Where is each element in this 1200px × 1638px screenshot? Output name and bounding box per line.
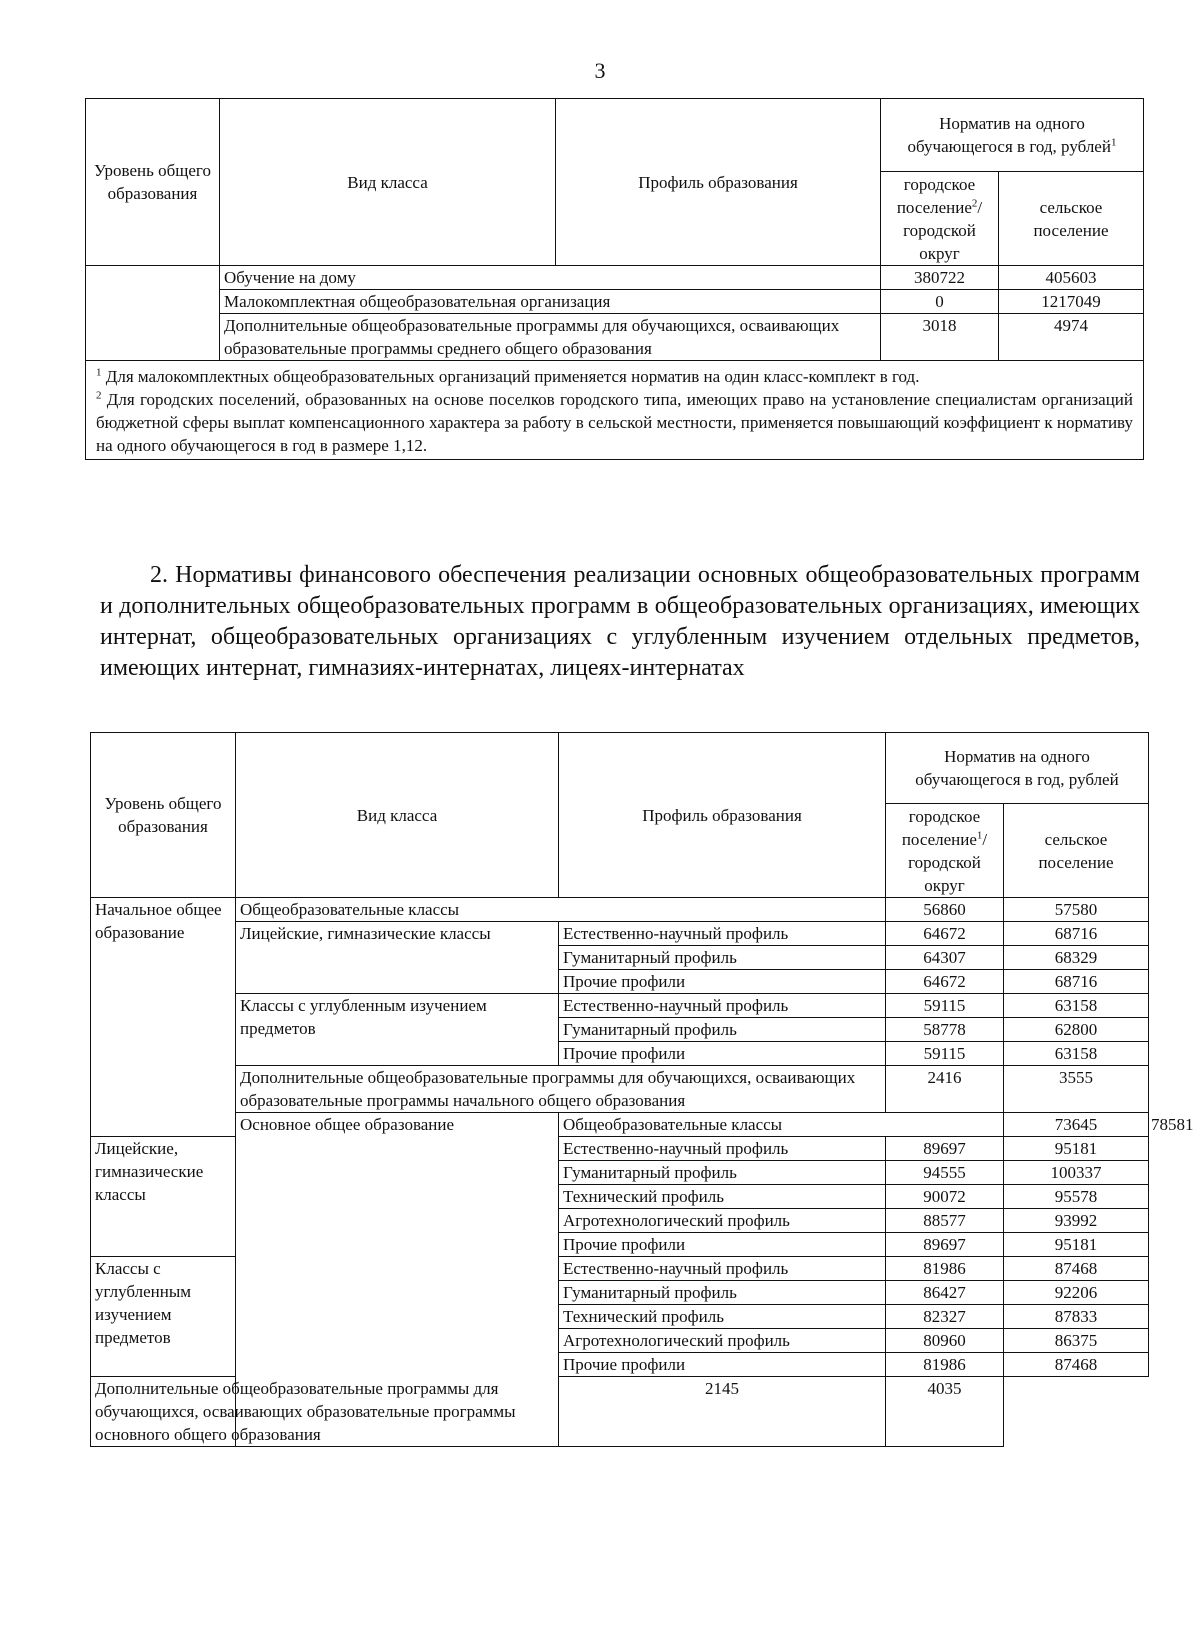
value-urban: 380722 (881, 266, 999, 290)
profile-cell: Прочие профили (559, 1233, 886, 1257)
value-urban: 64672 (886, 970, 1004, 994)
class-type-lyceum: Лицейские, гимназические классы (236, 922, 559, 994)
value-rural: 92206 (1004, 1281, 1149, 1305)
value-rural: 63158 (1004, 1042, 1149, 1066)
row-label: Малокомплектная общеобразовательная организация (220, 290, 881, 314)
header-level: Уровень общего образования (86, 99, 220, 266)
profile-cell: Естественно-научный профиль (559, 1137, 886, 1161)
value-urban: 90072 (886, 1185, 1004, 1209)
row-label-additional: Дополнительные общеобразовательные программы для обучающихся, осваивающих образовательные программы начального общего образования (236, 1066, 886, 1113)
profile-cell: Естественно-научный профиль (559, 1257, 886, 1281)
profile-cell: Агротехнологический профиль (559, 1329, 886, 1353)
norms-table-2: Уровень общего образования Вид класса Профиль образования Норматив на одного обучающегося в год, рублей городское поселение$^1$/ городской округ сельское поселение Начальное общее образование Общеобразовательные классы 56860 57580 Лицейские, гимназические классы Естественно-научный профиль 64672 68716 Гуманитарный профиль 64307 68329 Прочие профили 64672 68716 Классы с углубленным изучением предметов Естественно-научный профиль 59115 63158 Гуманитарный профиль 58778 62800 Прочие профили 59115 63158 Дополнительные общеобразовательные программы для обучающихся, осваивающих образовательные программы начального общего образования 2416 3555 Основное общее образование Общеобразовательные классы 73645 78581 Лицейские, гимназические классы Естественно-научный профиль 89697 95181 Гуманитарный профиль 94555 100337 Технический профиль 90072 95578 Агротехнологический профиль 88577 93992 Прочие профили 89697 95181 Классы с углубленным изучением предметов Естественно-научный профиль 81986 87468 Гуманитарный профиль 86427 92206 Технический профиль 82327 87833 Агротехнологический профиль 80960 86375 Прочие профили 81986 87468 Дополнительные общеобразовательные программы для обучающихся, осваивающих образовательные программы основного общего образования 2145 4035 (90, 732, 1149, 1447)
value-urban: 73645 (1004, 1113, 1149, 1137)
value-rural: 57580 (1004, 898, 1149, 922)
profile-cell: Технический профиль (559, 1305, 886, 1329)
profile-cell: Прочие профили (559, 970, 886, 994)
profile-cell: Гуманитарный профиль (559, 1018, 886, 1042)
header-urban: городское поселение$^2$/ городской округ (881, 172, 999, 266)
header-class-type: Вид класса (220, 99, 556, 266)
value-rural: 93992 (1004, 1209, 1149, 1233)
header-rural: сельское поселение (999, 172, 1144, 266)
value-urban: 2416 (886, 1066, 1004, 1113)
value-urban: 59115 (886, 1042, 1004, 1066)
value-urban: 64672 (886, 922, 1004, 946)
value-urban: 89697 (886, 1233, 1004, 1257)
profile-cell: Прочие профили (559, 1042, 886, 1066)
footnotes (86, 361, 1144, 460)
norms-table-1 (85, 98, 1144, 460)
value-urban: 59115 (886, 994, 1004, 1018)
value-rural: 4035 (886, 1377, 1004, 1447)
value-rural: 1217049 (999, 290, 1144, 314)
row-label: Общеобразовательные классы (236, 898, 886, 922)
page-number: 3 (594, 58, 606, 83)
header-profile: Профиль образования (556, 99, 881, 266)
value-urban: 58778 (886, 1018, 1004, 1042)
value-urban: 88577 (886, 1209, 1004, 1233)
header-norm: Норматив на одного обучающегося в год, рублей (886, 733, 1149, 804)
level-cell-empty (86, 266, 220, 361)
value-rural: 95181 (1004, 1137, 1149, 1161)
value-rural: 68716 (1004, 970, 1149, 994)
value-rural: 100337 (1004, 1161, 1149, 1185)
profile-cell: Гуманитарный профиль (559, 1161, 886, 1185)
profile-cell: Естественно-научный профиль (559, 994, 886, 1018)
section-2-title: 2. Нормативы финансового обеспечения реализации основных общеобразовательных программ и дополнительных общеобразовательных программ в общеобразовательных организациях, имеющих интернат, общеобразовательных организациях с углубленным изучением отдельных предметов, имеющих интернат, гимназиях-интернатах, лицеях-интернатах (100, 562, 1140, 681)
value-urban: 0 (881, 290, 999, 314)
class-type-advanced: Классы с углубленным изучением предметов (91, 1257, 236, 1377)
value-urban: 89697 (886, 1137, 1004, 1161)
level-primary: Начальное общее образование (91, 898, 236, 1137)
value-rural: 87833 (1004, 1305, 1149, 1329)
value-rural: 68329 (1004, 946, 1149, 970)
value-urban: 64307 (886, 946, 1004, 970)
header-class-type: Вид класса (236, 733, 559, 898)
value-rural: 95181 (1004, 1233, 1149, 1257)
value-rural: 405603 (999, 266, 1144, 290)
value-urban: 3018 (881, 314, 999, 361)
header-norm: Норматив на одного обучающегося в год, рублей$^1$ (881, 99, 1144, 172)
value-rural: 95578 (1004, 1185, 1149, 1209)
class-type-lyceum: Лицейские, гимназические классы (91, 1137, 236, 1257)
value-rural: 62800 (1004, 1018, 1149, 1042)
value-urban: 2145 (559, 1377, 886, 1447)
value-urban: 80960 (886, 1329, 1004, 1353)
profile-cell: Технический профиль (559, 1185, 886, 1209)
value-urban: 94555 (886, 1161, 1004, 1185)
profile-cell: Прочие профили (559, 1353, 886, 1377)
value-rural: 63158 (1004, 994, 1149, 1018)
row-label: Дополнительные общеобразовательные программы для обучающихся, осваивающих образовательные программы среднего общего образования (220, 314, 881, 361)
value-rural: 87468 (1004, 1257, 1149, 1281)
value-rural: 86375 (1004, 1329, 1149, 1353)
row-label: Обучение на дому (220, 266, 881, 290)
profile-cell: Гуманитарный профиль (559, 946, 886, 970)
value-rural: 68716 (1004, 922, 1149, 946)
header-urban: городское поселение$^1$/ городской округ (886, 804, 1004, 898)
profile-cell: Гуманитарный профиль (559, 1281, 886, 1305)
value-urban: 81986 (886, 1257, 1004, 1281)
value-urban: 86427 (886, 1281, 1004, 1305)
row-label: Общеобразовательные классы (559, 1113, 1004, 1137)
footnote-2: $^2$ Для городских поселений, образованных на основе поселков городского типа, имеющих право на установление специалистам организаций бюджетной сферы выплат компенсационного характера за работу в сельской местности, применяется повышающий коэффициент к нормативу на одного обучающегося в год в размере 1,12. (96, 389, 1133, 455)
class-type-advanced: Классы с углубленным изучением предметов (236, 994, 559, 1066)
profile-cell: Агротехнологический профиль (559, 1209, 886, 1233)
footnote-1: $^1$ Для малокомплектных общеобразовательных организаций применяется норматив на один класс-комплект в год. (96, 366, 920, 386)
value-rural: 4974 (999, 314, 1144, 361)
header-level: Уровень общего образования (91, 733, 236, 898)
header-rural: сельское поселение (1004, 804, 1149, 898)
value-rural: 3555 (1004, 1066, 1149, 1113)
value-rural: 87468 (1004, 1353, 1149, 1377)
value-urban: 81986 (886, 1353, 1004, 1377)
value-urban: 82327 (886, 1305, 1004, 1329)
row-label-additional: Дополнительные общеобразовательные программы для обучающихся, осваивающих образовательные программы основного общего образования (91, 1377, 559, 1447)
level-basic: Основное общее образование (236, 1113, 559, 1447)
value-urban: 56860 (886, 898, 1004, 922)
profile-cell: Естественно-научный профиль (559, 922, 886, 946)
header-profile: Профиль образования (559, 733, 886, 898)
